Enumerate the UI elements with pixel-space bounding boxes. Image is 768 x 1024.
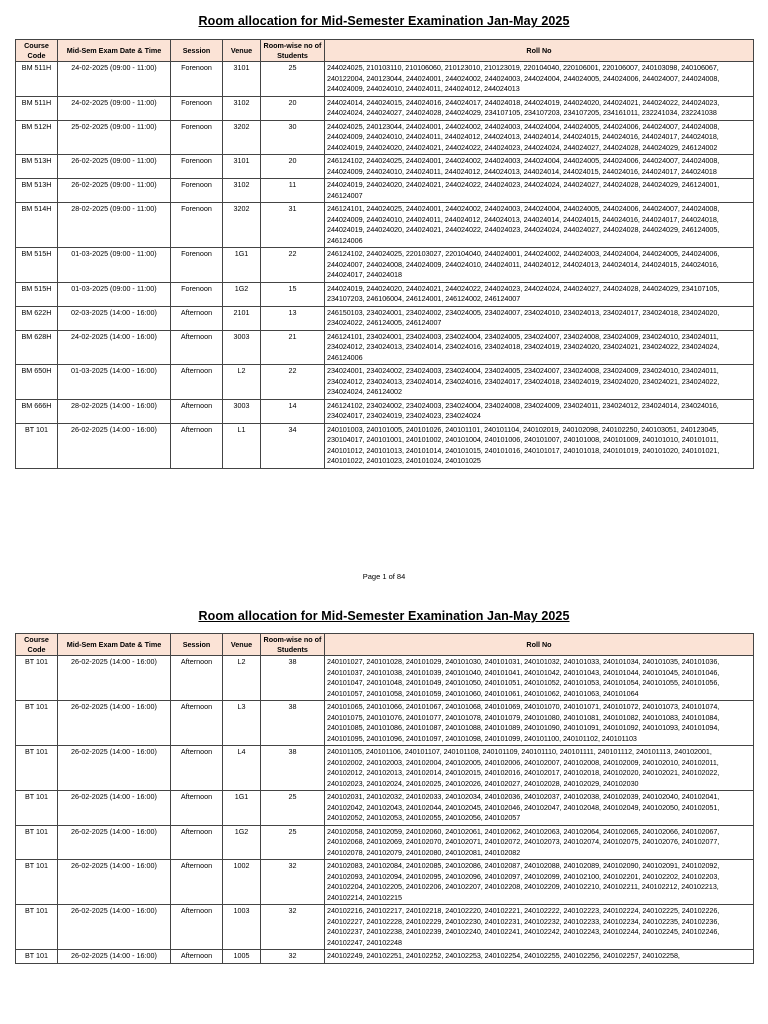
cell-course-code: BM 515H — [16, 282, 58, 306]
cell-session: Forenoon — [171, 96, 223, 120]
cell-venue: 3101 — [223, 155, 261, 179]
cell-session: Afternoon — [171, 365, 223, 400]
cell-exam-date-time: 28-02-2025 (14:00 - 16:00) — [58, 399, 171, 423]
cell-course-code: BM 622H — [16, 306, 58, 330]
cell-student-count: 32 — [261, 950, 325, 964]
table-row — [16, 825, 754, 860]
table-row — [16, 791, 754, 826]
header-course-code: Course Code — [16, 634, 58, 656]
cell-roll-numbers: 246124102, 244024025, 244024001, 244024002, 244024003, 244024004, 244024005, 244024006, 244024007, 244024008, 244024009, 244024010, 244024011, 244024012, 244024013, 244024014, 244024015, 244024016, 244024017, 244024018 — [325, 155, 754, 179]
cell-course-code: BT 101 — [16, 791, 58, 826]
cell-venue: 3202 — [223, 120, 261, 155]
cell-session: Afternoon — [171, 399, 223, 423]
cell-exam-date-time: 28-02-2025 (09:00 - 11:00) — [58, 203, 171, 248]
cell-course-code: BM 514H — [16, 203, 58, 248]
cell-exam-date-time: 01-03-2025 (09:00 - 11:00) — [58, 248, 171, 283]
cell-session: Forenoon — [171, 282, 223, 306]
cell-venue: L1 — [223, 423, 261, 468]
cell-course-code: BM 628H — [16, 330, 58, 365]
cell-exam-date-time: 01-03-2025 (14:00 - 16:00) — [58, 365, 171, 400]
cell-course-code: BM 666H — [16, 399, 58, 423]
table-row — [16, 155, 754, 179]
cell-student-count: 15 — [261, 282, 325, 306]
cell-exam-date-time: 26-02-2025 (09:00 - 11:00) — [58, 179, 171, 203]
cell-session: Afternoon — [171, 746, 223, 791]
cell-venue: 3102 — [223, 179, 261, 203]
cell-student-count: 20 — [261, 155, 325, 179]
cell-exam-date-time: 24-02-2025 (14:00 - 16:00) — [58, 330, 171, 365]
cell-course-code: BM 511H — [16, 96, 58, 120]
page-title: Room allocation for Mid-Semester Examination Jan-May 2025 — [198, 14, 570, 28]
cell-course-code: BM 513H — [16, 179, 58, 203]
cell-roll-numbers: 246124101, 244024025, 244024001, 244024002, 244024003, 244024004, 244024005, 244024006, 244024007, 244024008, 244024009, 244024010, 244024011, 244024012, 244024013, 244024014, 244024015, 244024016, 244024017, 244024018, 244024019, 244024020, 244024021, 244024022, 244024023, 244024024, 244024027, 244024028, 244024029, 246124005, 246124006 — [325, 203, 754, 248]
cell-exam-date-time: 26-02-2025 (14:00 - 16:00) — [58, 746, 171, 791]
cell-roll-numbers: 244024019, 244024020, 244024021, 244024022, 244024023, 244024024, 244024027, 244024028, 244024029, 246124001, 246124007 — [325, 179, 754, 203]
cell-exam-date-time: 26-02-2025 (14:00 - 16:00) — [58, 905, 171, 950]
cell-venue: 1G1 — [223, 791, 261, 826]
cell-student-count: 38 — [261, 701, 325, 746]
page-title: Room allocation for Mid-Semester Examination Jan-May 2025 — [198, 609, 570, 623]
cell-session: Afternoon — [171, 701, 223, 746]
header-session: Session — [171, 40, 223, 62]
cell-course-code: BT 101 — [16, 701, 58, 746]
table-row — [16, 701, 754, 746]
cell-exam-date-time: 24-02-2025 (09:00 - 11:00) — [58, 62, 171, 97]
cell-venue: L2 — [223, 365, 261, 400]
cell-course-code: BT 101 — [16, 950, 58, 964]
cell-exam-date-time: 02-03-2025 (14:00 - 16:00) — [58, 306, 171, 330]
header-student-count: Room-wise no of Students — [261, 40, 325, 62]
cell-roll-numbers: 244024025, 210103110, 210106060, 210123010, 210123019, 220104040, 220106001, 220106007, 240103098, 240106067, 240122004, 240123044, 244024001, 244024002, 244024003, 244024004, 244024005, 244024006, 244024007, 244024008, 244024009, 244024010, 244024011, 244024012, 244024013 — [325, 62, 754, 97]
cell-session: Afternoon — [171, 860, 223, 905]
cell-session: Afternoon — [171, 306, 223, 330]
cell-exam-date-time: 26-02-2025 (14:00 - 16:00) — [58, 950, 171, 964]
table-header-row — [16, 634, 754, 656]
cell-venue: 3003 — [223, 330, 261, 365]
table-row — [16, 746, 754, 791]
cell-roll-numbers: 240102058, 240102059, 240102060, 240102061, 240102062, 240102063, 240102064, 240102065, 240102066, 240102067, 240102068, 240102069, 240102070, 240102071, 240102072, 240102073, 240102074, 240102075, 240102076, 240102077, 240102078, 240102079, 240102080, 240102081, 240102082 — [325, 825, 754, 860]
cell-session: Afternoon — [171, 825, 223, 860]
cell-course-code: BT 101 — [16, 905, 58, 950]
cell-exam-date-time: 26-02-2025 (14:00 - 16:00) — [58, 860, 171, 905]
cell-student-count: 30 — [261, 120, 325, 155]
cell-venue: 3202 — [223, 203, 261, 248]
cell-venue: 1G1 — [223, 248, 261, 283]
table-header-row — [16, 40, 754, 62]
cell-roll-numbers: 240101003, 240101005, 240101026, 240101101, 240101104, 240102019, 240102098, 240102250, 240103051, 240123045, 230104017, 240101001, 240101002, 240101004, 240101006, 240101007, 240101008, 240101009, 240101010, 240101011, 240101012, 240101013, 240101014, 240101015, 240101016, 240101017, 240101018, 240101019, 240101020, 240101021, 240101022, 240101023, 240101024, 240101025 — [325, 423, 754, 468]
cell-session: Forenoon — [171, 203, 223, 248]
cell-venue: 3101 — [223, 62, 261, 97]
cell-venue: 1005 — [223, 950, 261, 964]
cell-student-count: 34 — [261, 423, 325, 468]
table-row — [16, 179, 754, 203]
allocation-table — [15, 39, 754, 469]
header-course-code: Course Code — [16, 40, 58, 62]
cell-course-code: BM 513H — [16, 155, 58, 179]
cell-roll-numbers: 246150103, 234024001, 234024002, 234024005, 234024007, 234024010, 234024013, 234024017, 234024018, 234024020, 234024022, 246124005, 246124007 — [325, 306, 754, 330]
cell-exam-date-time: 26-02-2025 (14:00 - 16:00) — [58, 791, 171, 826]
cell-roll-numbers: 240102249, 240102251, 240102252, 240102253, 240102254, 240102255, 240102256, 240102257, 240102258, — [325, 950, 754, 964]
table-row — [16, 905, 754, 950]
cell-session: Afternoon — [171, 330, 223, 365]
allocation-table — [15, 633, 754, 964]
cell-session: Forenoon — [171, 155, 223, 179]
header-venue: Venue — [223, 634, 261, 656]
cell-session: Afternoon — [171, 656, 223, 701]
header-exam-date-time: Mid-Sem Exam Date & Time — [58, 40, 171, 62]
table-row — [16, 399, 754, 423]
cell-exam-date-time: 01-03-2025 (09:00 - 11:00) — [58, 282, 171, 306]
header-venue: Venue — [223, 40, 261, 62]
table-row — [16, 656, 754, 701]
cell-roll-numbers: 240102216, 240102217, 240102218, 240102220, 240102221, 240102222, 240102223, 240102224, 240102225, 240102226, 240102227, 240102228, 240102229, 240102230, 240102231, 240102232, 240102233, 240102234, 240102235, 240102236, 240102237, 240102238, 240102239, 240102240, 240102241, 240102242, 240102243, 240102244, 240102245, 240102246, 240102247, 240102248 — [325, 905, 754, 950]
cell-student-count: 25 — [261, 62, 325, 97]
cell-roll-numbers: 244024025, 240123044, 244024001, 244024002, 244024003, 244024004, 244024005, 244024006, 244024007, 244024008, 244024009, 244024010, 244024011, 244024012, 244024013, 244024014, 244024015, 244024016, 244024017, 244024018, 244024019, 244024020, 244024021, 244024022, 244024023, 244024024, 244024027, 244024028, 244024029, 246124002 — [325, 120, 754, 155]
cell-course-code: BT 101 — [16, 860, 58, 905]
cell-session: Afternoon — [171, 905, 223, 950]
cell-session: Forenoon — [171, 62, 223, 97]
cell-exam-date-time: 24-02-2025 (09:00 - 11:00) — [58, 96, 171, 120]
cell-venue: L2 — [223, 656, 261, 701]
table-row — [16, 365, 754, 400]
table-row — [16, 860, 754, 905]
cell-venue: L4 — [223, 746, 261, 791]
cell-student-count: 25 — [261, 791, 325, 826]
cell-student-count: 13 — [261, 306, 325, 330]
cell-course-code: BT 101 — [16, 825, 58, 860]
cell-roll-numbers: 246124102, 234024002, 234024003, 234024004, 234024008, 234024009, 234024011, 234024012, 234024014, 234024016, 234024017, 234024019, 234024023, 234024024 — [325, 399, 754, 423]
header-student-count: Room-wise no of Students — [261, 634, 325, 656]
cell-session: Forenoon — [171, 179, 223, 203]
table-body — [16, 656, 754, 964]
header-session: Session — [171, 634, 223, 656]
cell-venue: 3102 — [223, 96, 261, 120]
table-row — [16, 62, 754, 97]
cell-roll-numbers: 246124101, 234024001, 234024003, 234024004, 234024005, 234024007, 234024008, 234024009, 234024010, 234024011, 234024012, 234024013, 234024014, 234024016, 234024018, 234024019, 234024020, 234024021, 234024022, 234024024, 246124006 — [325, 330, 754, 365]
cell-roll-numbers: 244024019, 244024020, 244024021, 244024022, 244024023, 244024024, 244024027, 244024028, 244024029, 234107105, 234107203, 246106004, 246124001, 246124002, 246124007 — [325, 282, 754, 306]
cell-student-count: 31 — [261, 203, 325, 248]
cell-venue: 1003 — [223, 905, 261, 950]
cell-student-count: 25 — [261, 825, 325, 860]
cell-venue: 3003 — [223, 399, 261, 423]
cell-student-count: 38 — [261, 656, 325, 701]
cell-exam-date-time: 26-02-2025 (14:00 - 16:00) — [58, 423, 171, 468]
cell-roll-numbers: 240101105, 240101106, 240101107, 240101108, 240101109, 240101110, 240101111, 240101112, 240101113, 240102001, 240102002, 240102003, 240102004, 240102005, 240102006, 240102007, 240102008, 240102009, 240102010, 240102011, 240102012, 240102013, 240102014, 240102015, 240102016, 240102017, 240102018, 240102020, 240102021, 240102022, 240102023, 240102024, 240102025, 240102026, 240102027, 240102028, 240102029, 240102030 — [325, 746, 754, 791]
cell-exam-date-time: 26-02-2025 (14:00 - 16:00) — [58, 701, 171, 746]
page-number: Page 1 of 84 — [362, 572, 406, 581]
table-row — [16, 330, 754, 365]
cell-exam-date-time: 26-02-2025 (09:00 - 11:00) — [58, 155, 171, 179]
cell-session: Forenoon — [171, 248, 223, 283]
table-row — [16, 248, 754, 283]
cell-roll-numbers: 234024001, 234024002, 234024003, 234024004, 234024005, 234024007, 234024008, 234024009, 234024010, 234024011, 234024012, 234024013, 234024014, 234024016, 234024017, 234024018, 234024019, 234024020, 234024021, 234024022, 234024024, 246124002 — [325, 365, 754, 400]
cell-exam-date-time: 26-02-2025 (14:00 - 16:00) — [58, 656, 171, 701]
cell-session: Afternoon — [171, 791, 223, 826]
cell-venue: L3 — [223, 701, 261, 746]
cell-course-code: BM 650H — [16, 365, 58, 400]
table-row — [16, 120, 754, 155]
cell-course-code: BT 101 — [16, 656, 58, 701]
cell-roll-numbers: 244024014, 244024015, 244024016, 244024017, 244024018, 244024019, 244024020, 244024021, 244024022, 244024023, 244024024, 244024027, 244024028, 244024029, 234107105, 234107203, 234107205, 234161011, 232241034, 232241038 — [325, 96, 754, 120]
table-row — [16, 96, 754, 120]
cell-course-code: BM 515H — [16, 248, 58, 283]
cell-student-count: 38 — [261, 746, 325, 791]
cell-venue: 1002 — [223, 860, 261, 905]
cell-venue: 1G2 — [223, 282, 261, 306]
header-roll-no: Roll No — [325, 634, 754, 656]
cell-roll-numbers: 240102083, 240102084, 240102085, 240102086, 240102087, 240102088, 240102089, 240102090, 240102091, 240102092, 240102093, 240102094, 240102095, 240102096, 240102097, 240102099, 240102100, 240102201, 240102202, 240102203, 240102204, 240102205, 240102206, 240102207, 240102208, 240102209, 240102210, 240102211, 240102212, 240102213, 240102214, 240102215 — [325, 860, 754, 905]
cell-session: Forenoon — [171, 120, 223, 155]
cell-roll-numbers: 246124102, 244024025, 220103027, 220104040, 244024001, 244024002, 244024003, 244024004, 244024005, 244024006, 244024007, 244024008, 244024009, 244024010, 244024011, 244024012, 244024013, 244024014, 244024015, 244024016, 244024017, 244024018 — [325, 248, 754, 283]
cell-student-count: 32 — [261, 905, 325, 950]
cell-course-code: BT 101 — [16, 423, 58, 468]
cell-student-count: 22 — [261, 248, 325, 283]
cell-student-count: 22 — [261, 365, 325, 400]
table-row — [16, 282, 754, 306]
cell-student-count: 11 — [261, 179, 325, 203]
cell-exam-date-time: 25-02-2025 (09:00 - 11:00) — [58, 120, 171, 155]
cell-roll-numbers: 240102031, 240102032, 240102033, 240102034, 240102036, 240102037, 240102038, 240102039, 240102040, 240102041, 240102042, 240102043, 240102044, 240102045, 240102046, 240102047, 240102048, 240102049, 240102050, 240102051, 240102052, 240102053, 240102055, 240102056, 240102057 — [325, 791, 754, 826]
cell-student-count: 32 — [261, 860, 325, 905]
cell-course-code: BM 512H — [16, 120, 58, 155]
cell-venue: 2101 — [223, 306, 261, 330]
table-row — [16, 423, 754, 468]
cell-student-count: 21 — [261, 330, 325, 365]
cell-student-count: 20 — [261, 96, 325, 120]
header-exam-date-time: Mid-Sem Exam Date & Time — [58, 634, 171, 656]
cell-roll-numbers: 240101065, 240101066, 240101067, 240101068, 240101069, 240101070, 240101071, 240101072, 240101073, 240101074, 240101075, 240101076, 240101077, 240101078, 240101079, 240101080, 240101081, 240101082, 240101083, 240101084, 240101085, 240101086, 240101087, 240101088, 240101089, 240101090, 240101091, 240101092, 240101093, 240101094, 240101095, 240101096, 240101097, 240101098, 240101099, 240101100, 240101102, 240101103 — [325, 701, 754, 746]
cell-venue: 1G2 — [223, 825, 261, 860]
cell-session: Afternoon — [171, 423, 223, 468]
cell-roll-numbers: 240101027, 240101028, 240101029, 240101030, 240101031, 240101032, 240101033, 240101034, 240101035, 240101036, 240101037, 240101038, 240101039, 240101040, 240101041, 240101042, 240101043, 240101044, 240101045, 240101046, 240101047, 240101048, 240101049, 240101050, 240101051, 240101052, 240101053, 240101054, 240101055, 240101056, 240101057, 240101058, 240101059, 240101060, 240101061, 240101062, 240101063, 240101064 — [325, 656, 754, 701]
header-roll-no: Roll No — [325, 40, 754, 62]
cell-exam-date-time: 26-02-2025 (14:00 - 16:00) — [58, 825, 171, 860]
cell-session: Afternoon — [171, 950, 223, 964]
table-row — [16, 306, 754, 330]
cell-course-code: BT 101 — [16, 746, 58, 791]
table-row — [16, 950, 754, 964]
cell-student-count: 14 — [261, 399, 325, 423]
table-row — [16, 203, 754, 248]
table-body — [16, 62, 754, 469]
cell-course-code: BM 511H — [16, 62, 58, 97]
